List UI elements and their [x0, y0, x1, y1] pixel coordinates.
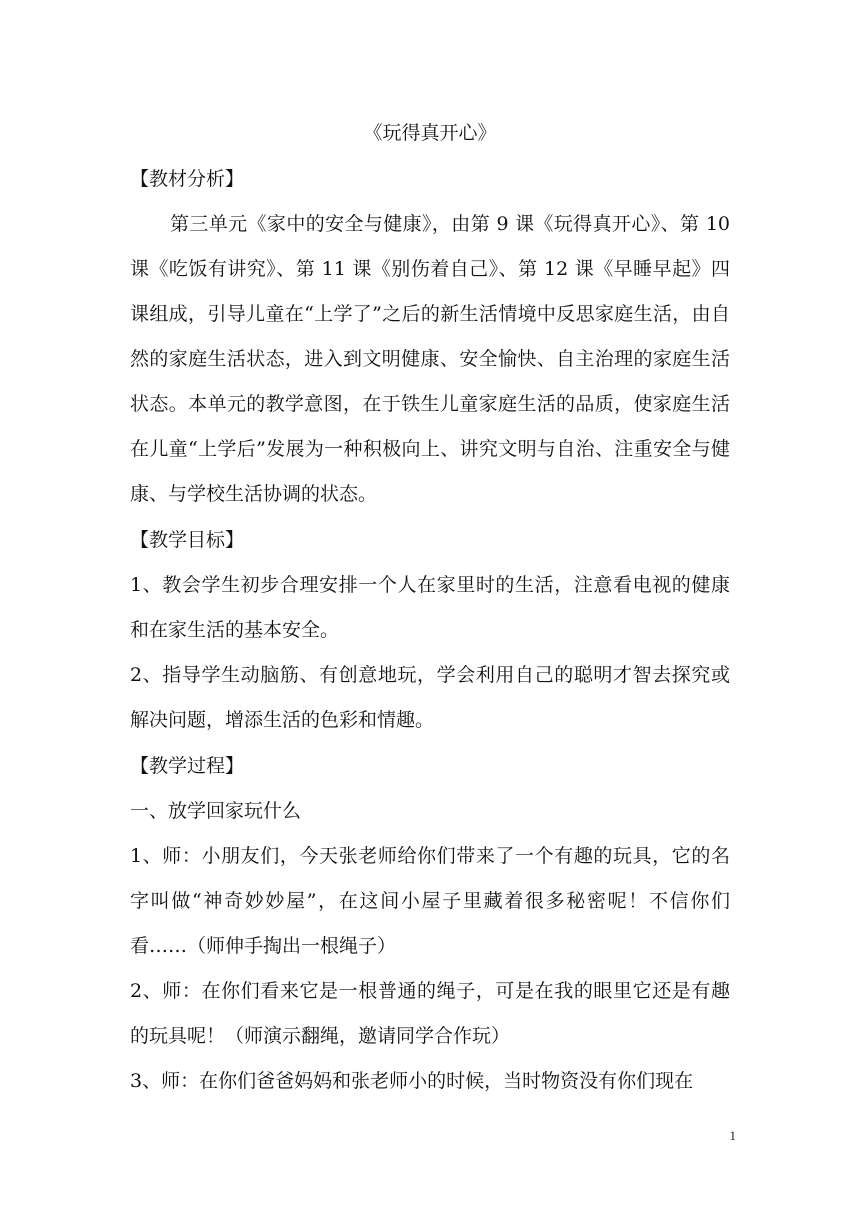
process-heading: 【教学过程】	[130, 755, 245, 777]
goals-heading: 【教学目标】	[130, 529, 245, 551]
document-title: 《玩得真开心》	[363, 122, 497, 144]
process-step-1: 1、师：小朋友们，今天张老师给你们带来了一个有趣的玩具，它的名字叫做“神奇妙妙屋”，在这间小屋子里藏着很多秘密呢！不信你们看……（师伸手掏出一根绳子）	[130, 845, 730, 957]
process-step-3: 3、师：在你们爸爸妈妈和张老师小的时候，当时物资没有你们现在	[130, 1070, 694, 1092]
goal-item-2: 2、指导学生动脑筋、有创意地玩，学会利用自己的聪明才智去探究或解决问题，增添生活的色彩和情趣。	[130, 664, 730, 731]
page-number: 1	[729, 1128, 736, 1143]
process-subheading: 一、放学回家玩什么	[130, 800, 302, 822]
analysis-heading: 【教材分析】	[130, 168, 245, 190]
document-body	[130, 110, 730, 1104]
goal-item-1: 1、教会学生初步合理安排一个人在家里时的生活，注意看电视的健康和在家生活的基本安全。	[130, 574, 730, 641]
process-step-2: 2、师：在你们看来它是一根普通的绳子，可是在我的眼里它还是有趣的玩具呢！（师演示翻绳，邀请同学合作玩）	[130, 980, 730, 1047]
analysis-paragraph: 第三单元《家中的安全与健康》，由第 9 课《玩得真开心》、第 10 课《吃饭有讲究》、第 11 课《别伤着自己》、第 12 课《早睡早起》四课组成，引导儿童在“上学了”之后的新生活情境中反思家庭生活，由自然的家庭生活状态，进入到文明健康、安全愉快、自主治理的家庭生活状态。本单元的教学意图，在于铁生儿童家庭生活的品质，使家庭生活在儿童“上学后”发展为一种积极向上、讲究文明与自治、注重安全与健康、与学校生活协调的状态。	[130, 213, 730, 505]
